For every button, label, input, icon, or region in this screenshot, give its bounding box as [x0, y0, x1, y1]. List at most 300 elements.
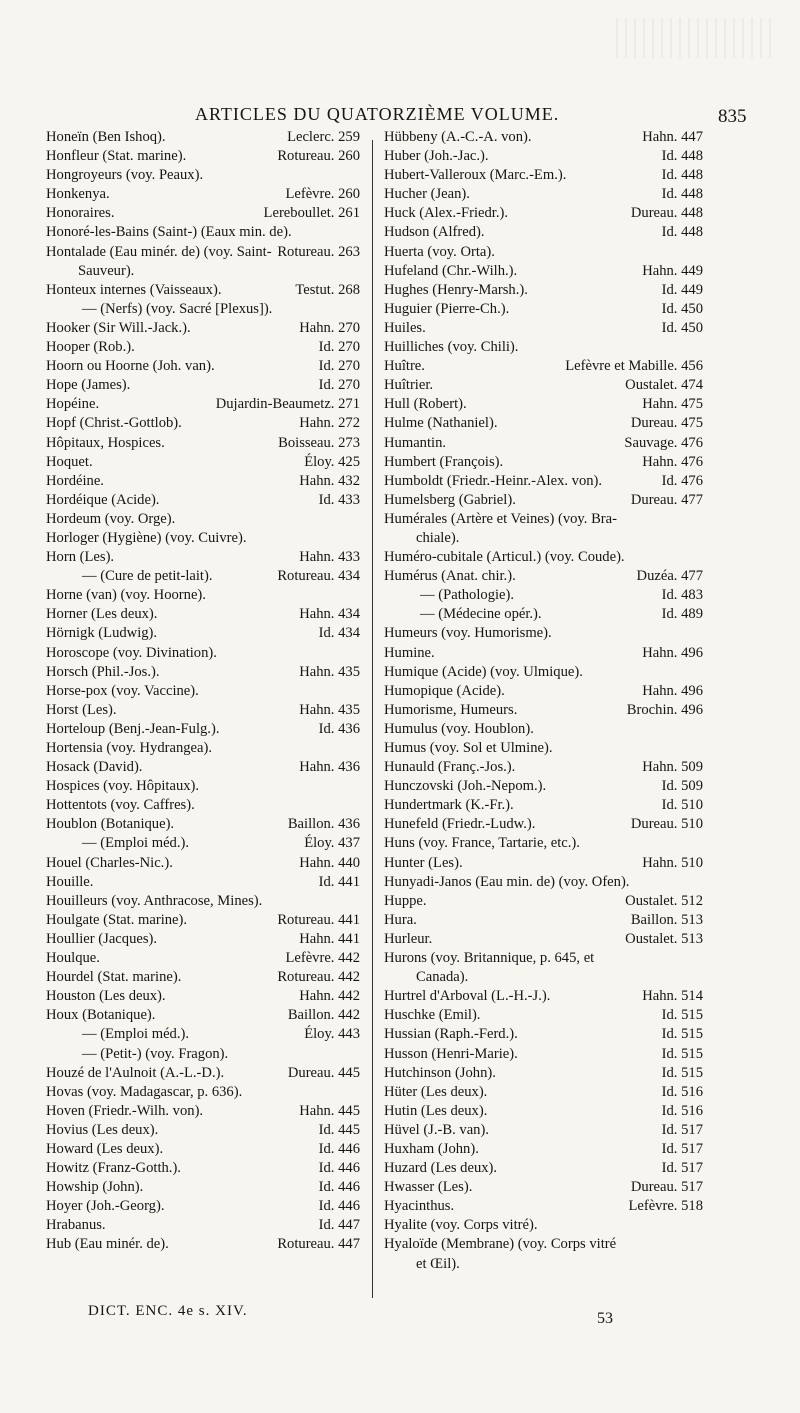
index-entry: [46, 968, 364, 987]
index-entry: [46, 319, 364, 338]
entry-title: Humopique (Acide).: [384, 682, 505, 699]
index-entry: [384, 491, 707, 510]
index-entry: [46, 376, 364, 395]
entry-reference: Id. 450: [661, 319, 703, 336]
index-entry: [384, 472, 707, 491]
entry-reference: Dujardin-Beaumetz. 271: [215, 396, 360, 413]
index-entry: [384, 395, 707, 414]
entry-reference: Dureau. 517: [630, 1179, 703, 1196]
entry-reference: Id. 433: [318, 491, 360, 508]
entry-title: Hoquet.: [46, 453, 93, 470]
index-entry: [384, 1197, 707, 1216]
entry-reference: Hahn. 434: [299, 606, 360, 623]
index-entry: [46, 510, 364, 529]
entry-title: Hunczovski (Joh.-Nepom.).: [384, 778, 547, 795]
index-entry: [384, 262, 707, 281]
entry-reference: Dureau. 477: [630, 491, 703, 508]
index-entry: [46, 567, 364, 586]
entry-reference: Hahn. 496: [642, 682, 703, 699]
entry-title: Houx (Botanique).: [46, 1007, 156, 1024]
entry-reference: Id. 270: [318, 358, 360, 375]
entry-title: Hospices (voy. Hôpitaux).: [46, 778, 200, 795]
entry-reference: Id. 445: [318, 1121, 360, 1138]
index-entry: [46, 987, 364, 1006]
entry-title: Humique (Acide) (voy. Ulmique).: [384, 663, 583, 680]
entry-title: Hughes (Henry-Marsh.).: [384, 281, 528, 298]
index-entry: [46, 911, 364, 930]
index-entry: [384, 567, 707, 586]
entry-reference: Id. 510: [661, 797, 703, 814]
entry-title: Hwasser (Les).: [384, 1179, 473, 1196]
entry-title: Huns (voy. France, Tartarie, etc.).: [384, 835, 580, 852]
index-entry: [384, 1083, 707, 1102]
entry-title: Honfleur (Stat. marine).: [46, 148, 187, 165]
index-entry: [384, 434, 707, 453]
entry-reference: Lefèvre. 518: [628, 1198, 703, 1215]
entry-title: Howship (John).: [46, 1179, 144, 1196]
index-entry: [46, 1102, 364, 1121]
entry-title: Hosack (David).: [46, 759, 143, 776]
index-entry: [384, 185, 707, 204]
index-entry: [46, 873, 364, 892]
index-entry: [384, 701, 707, 720]
index-entry: [384, 739, 707, 758]
index-entry: [384, 644, 707, 663]
index-entry: [384, 1235, 707, 1254]
entry-title: Huck (Alex.-Friedr.).: [384, 205, 509, 222]
entry-title: Houzé de l'Aulnoit (A.-L.-D.).: [46, 1064, 225, 1081]
entry-title: Huilliches (voy. Chili).: [384, 339, 519, 356]
index-entry: [384, 968, 707, 987]
entry-title: Honoraires.: [46, 205, 115, 222]
index-entry: [46, 834, 364, 853]
index-entry: [46, 644, 364, 663]
entry-reference: Rotureau. 442: [277, 969, 360, 986]
entry-reference: Id. 446: [318, 1140, 360, 1157]
index-entry: [46, 548, 364, 567]
entry-title: Hyaloïde (Membrane) (voy. Corps vitré: [384, 1236, 617, 1253]
entry-reference: Lereboullet. 261: [263, 205, 360, 222]
entry-title: Hope (James).: [46, 377, 131, 394]
entry-reference: Oustalet. 474: [625, 377, 703, 394]
entry-title: Hordéique (Acide).: [46, 491, 160, 508]
index-entry: [46, 529, 364, 548]
index-entry: [384, 548, 707, 567]
index-entry: [46, 1178, 364, 1197]
entry-reference: Id. 450: [661, 300, 703, 317]
entry-title: Humeurs (voy. Humorisme).: [384, 625, 552, 642]
entry-reference: Id. 517: [661, 1160, 703, 1177]
entry-title: Horse-pox (voy. Vaccine).: [46, 682, 199, 699]
entry-title: Hubert-Valleroux (Marc.-Em.).: [384, 167, 567, 184]
entry-title: Huguier (Pierre-Ch.).: [384, 300, 510, 317]
entry-title: Hunefeld (Friedr.-Ludw.).: [384, 816, 536, 833]
index-entry: [384, 1216, 707, 1235]
entry-title: Hontalade (Eau minér. de) (voy. Saint-: [46, 243, 272, 260]
index-entry: [46, 1159, 364, 1178]
entry-title: Hottentots (voy. Caffres).: [46, 797, 195, 814]
index-entry: [384, 300, 707, 319]
entry-title: Humbert (François).: [384, 453, 504, 470]
entry-title: Humérales (Artère et Veines) (voy. Bra-: [384, 510, 617, 527]
entry-title: Hunauld (Franç.-Jos.).: [384, 759, 516, 776]
entry-reference: Id. 515: [661, 1007, 703, 1024]
entry-reference: Lefèvre. 260: [285, 186, 360, 203]
index-entry: [46, 491, 364, 510]
entry-reference: Rotureau. 260: [277, 148, 360, 165]
page-title: ARTICLES DU QUATORZIÈME VOLUME.: [195, 104, 560, 124]
index-entry: [46, 682, 364, 701]
entry-reference: Id. 515: [661, 1026, 703, 1043]
entry-reference: Id. 441: [318, 873, 360, 890]
index-entry: [384, 796, 707, 815]
entry-reference: Leclerc. 259: [287, 129, 360, 145]
index-entry: [46, 395, 364, 414]
entry-reference: Éloy. 443: [304, 1026, 360, 1043]
index-entry: [46, 1121, 364, 1140]
index-entry: [384, 223, 707, 242]
index-entry: [46, 262, 364, 281]
entry-title: Hongroyeurs (voy. Peaux).: [46, 167, 204, 184]
entry-reference: Rotureau. 441: [277, 911, 360, 928]
entry-title: Hull (Robert).: [384, 396, 467, 413]
index-entry: [46, 605, 364, 624]
entry-title: Hyacinthus.: [384, 1198, 455, 1215]
index-entry: [46, 1197, 364, 1216]
entry-title: Humboldt (Friedr.-Heinr.-Alex. von).: [384, 472, 603, 489]
entry-title: Huître.: [384, 358, 425, 375]
entry-reference: Baillon. 442: [287, 1007, 360, 1024]
index-entry: [46, 147, 364, 166]
entry-reference: Rotureau. 447: [277, 1236, 360, 1253]
entry-reference: Id. 509: [661, 778, 703, 795]
index-entry: [46, 586, 364, 605]
entry-reference: Id. 516: [661, 1102, 703, 1119]
index-entry: [46, 949, 364, 968]
index-entry: [384, 1006, 707, 1025]
index-entry: [46, 892, 364, 911]
left-column: [46, 128, 364, 1255]
entry-title: Hussian (Raph.-Ferd.).: [384, 1026, 518, 1043]
index-entry: [384, 1102, 707, 1121]
entry-reference: Hahn. 496: [642, 644, 703, 661]
entry-reference: Hahn. 435: [299, 701, 360, 718]
entry-title: Hovas (voy. Madagascar, p. 636).: [46, 1083, 243, 1100]
entry-reference: Id. 449: [661, 281, 703, 298]
index-entry: [46, 185, 364, 204]
entry-title: — (Cure de petit-lait).: [82, 568, 213, 585]
entry-title: Hüter (Les deux).: [384, 1083, 488, 1100]
entry-title: Horoscope (voy. Divination).: [46, 644, 217, 661]
entry-reference: Lefèvre. 442: [285, 950, 360, 967]
entry-reference: Id. 515: [661, 1045, 703, 1062]
index-entry: [384, 1025, 707, 1044]
entry-title: Horner (Les deux).: [46, 606, 158, 623]
index-entry: [46, 128, 364, 147]
column-divider: [372, 140, 373, 1298]
index-entry: [384, 1159, 707, 1178]
entry-title: Hüvel (J.-B. van).: [384, 1121, 489, 1138]
index-entry: [384, 319, 707, 338]
index-entry: [384, 453, 707, 472]
index-entry: [384, 1178, 707, 1197]
entry-reference: Dureau. 510: [630, 816, 703, 833]
index-entry: [46, 1235, 364, 1254]
entry-title: chiale).: [416, 529, 460, 546]
index-entry: [384, 663, 707, 682]
entry-title: Husson (Henri-Marie).: [384, 1045, 518, 1062]
entry-reference: Id. 446: [318, 1160, 360, 1177]
entry-reference: Brochin. 496: [626, 701, 703, 718]
entry-reference: Hahn. 509: [642, 759, 703, 776]
entry-title: Howard (Les deux).: [46, 1140, 164, 1157]
index-entry: [46, 1025, 364, 1044]
right-column: [384, 128, 707, 1274]
entry-title: — (Emploi méd.).: [82, 1026, 190, 1043]
index-entry: [46, 815, 364, 834]
entry-reference: Id. 515: [661, 1064, 703, 1081]
entry-title: — (Nerfs) (voy. Sacré [Plexus]).: [82, 300, 273, 317]
entry-reference: Oustalet. 512: [625, 892, 703, 909]
index-entry: [384, 166, 707, 185]
entry-reference: Id. 489: [661, 606, 703, 623]
entry-reference: Oustalet. 513: [625, 930, 703, 947]
entry-title: Hordéine.: [46, 472, 104, 489]
index-entry: [46, 930, 364, 949]
entry-title: Hourdel (Stat. marine).: [46, 969, 182, 986]
entry-reference: Boisseau. 273: [278, 434, 360, 451]
entry-title: Sauveur).: [78, 262, 135, 279]
entry-title: Humine.: [384, 644, 435, 661]
index-entry: [46, 166, 364, 185]
index-entry: [384, 854, 707, 873]
entry-reference: Dureau. 445: [287, 1064, 360, 1081]
entry-reference: Hahn. 447: [642, 129, 703, 145]
entry-title: Hyalite (voy. Corps vitré).: [384, 1217, 538, 1234]
index-entry: [384, 758, 707, 777]
entry-title: Humantin.: [384, 434, 447, 451]
index-entry: [46, 204, 364, 223]
entry-title: Hub (Eau minér. de).: [46, 1236, 169, 1253]
entry-reference: Rotureau. 263: [277, 243, 360, 260]
page-number: 835: [718, 106, 747, 127]
entry-title: Houille.: [46, 873, 94, 890]
entry-title: Houblon (Botanique).: [46, 816, 175, 833]
index-entry: [384, 357, 707, 376]
entry-title: Howitz (Franz-Gotth.).: [46, 1160, 181, 1177]
entry-title: Hucher (Jean).: [384, 186, 470, 203]
entry-reference: Testut. 268: [295, 281, 360, 298]
index-entry: [46, 739, 364, 758]
entry-reference: Hahn. 514: [642, 988, 703, 1005]
entry-reference: Id. 446: [318, 1198, 360, 1215]
index-entry: [384, 605, 707, 624]
entry-title: Honteux internes (Vaisseaux).: [46, 281, 222, 298]
index-entry: [46, 243, 364, 262]
index-entry: [384, 777, 707, 796]
entry-reference: Id. 517: [661, 1140, 703, 1157]
entry-title: — (Emploi méd.).: [82, 835, 190, 852]
entry-title: Hoyer (Joh.-Georg).: [46, 1198, 165, 1215]
entry-title: Hübbeny (A.-C.-A. von).: [384, 129, 532, 145]
entry-title: Huschke (Emil).: [384, 1007, 481, 1024]
index-entry: [46, 414, 364, 433]
entry-title: Huxham (John).: [384, 1140, 479, 1157]
index-entry: [384, 834, 707, 853]
entry-reference: Hahn. 449: [642, 262, 703, 279]
entry-title: Hopéine.: [46, 396, 100, 413]
entry-reference: Id. 448: [661, 148, 703, 165]
index-entry: [46, 701, 364, 720]
entry-title: Hurleur.: [384, 930, 433, 947]
entry-title: Humulus (voy. Houblon).: [384, 720, 534, 737]
entry-title: Horn (Les).: [46, 549, 115, 566]
index-entry: [384, 720, 707, 739]
entry-title: Hurons (voy. Britannique, p. 645, et: [384, 950, 595, 967]
entry-reference: Dureau. 475: [630, 415, 703, 432]
entry-reference: Id. 446: [318, 1179, 360, 1196]
index-entry: [384, 147, 707, 166]
entry-title: Honoré-les-Bains (Saint-) (Eaux min. de).: [46, 224, 292, 241]
entry-title: Hoven (Friedr.-Wilh. von).: [46, 1102, 204, 1119]
entry-reference: Id. 270: [318, 339, 360, 356]
entry-title: Horst (Les).: [46, 701, 117, 718]
entry-title: Horsch (Phil.-Jos.).: [46, 663, 160, 680]
entry-title: Horteloup (Benj.-Jean-Fulg.).: [46, 720, 220, 737]
entry-title: et Œil).: [416, 1255, 460, 1272]
entry-title: Houlgate (Stat. marine).: [46, 911, 188, 928]
entry-title: Hurtrel d'Arboval (L.-H.-J.).: [384, 988, 551, 1005]
entry-reference: Sauvage. 476: [624, 434, 703, 451]
entry-title: Huîtrier.: [384, 377, 434, 394]
index-entry: [46, 357, 364, 376]
entry-reference: Id. 447: [318, 1217, 360, 1234]
index-entry: [384, 815, 707, 834]
entry-reference: Hahn. 475: [642, 396, 703, 413]
entry-reference: Hahn. 440: [299, 854, 360, 871]
entry-title: Hutchinson (John).: [384, 1064, 496, 1081]
entry-reference: Id. 436: [318, 720, 360, 737]
entry-title: Houston (Les deux).: [46, 988, 166, 1005]
entry-reference: Hahn. 436: [299, 759, 360, 776]
entry-title: Humelsberg (Gabriel).: [384, 491, 516, 508]
entry-title: Hortensia (voy. Hydrangea).: [46, 740, 213, 756]
entry-reference: Éloy. 437: [304, 835, 360, 852]
entry-reference: Id. 483: [661, 587, 703, 604]
entry-reference: Id. 476: [661, 472, 703, 489]
entry-title: Honeïn (Ben Ishoq).: [46, 129, 166, 145]
index-entry: [384, 586, 707, 605]
entry-reference: Id. 448: [661, 224, 703, 241]
entry-title: Houel (Charles-Nic.).: [46, 854, 173, 871]
index-entry: [384, 281, 707, 300]
entry-title: — (Médecine opér.).: [420, 606, 542, 623]
index-entry: [384, 243, 707, 262]
entry-reference: Hahn. 510: [642, 854, 703, 871]
entry-title: Hoorn ou Hoorne (Joh. van).: [46, 358, 215, 375]
entry-title: Hovius (Les deux).: [46, 1121, 159, 1138]
entry-title: Humérus (Anat. chir.).: [384, 568, 516, 585]
entry-title: Hundertmark (K.-Fr.).: [384, 797, 514, 814]
index-entry: [46, 434, 364, 453]
entry-title: Honkenya.: [46, 186, 110, 203]
index-entry: [384, 529, 707, 548]
index-entry: [46, 1064, 364, 1083]
entry-title: Houllier (Jacques).: [46, 930, 158, 947]
index-entry: [384, 873, 707, 892]
entry-title: Humorisme, Humeurs.: [384, 701, 518, 718]
entry-title: Hooker (Sir Will.-Jack.).: [46, 319, 191, 336]
entry-reference: Duzéa. 477: [636, 568, 703, 585]
index-entry: [46, 663, 364, 682]
index-entry: [384, 1121, 707, 1140]
entry-title: Huppe.: [384, 892, 427, 909]
index-entry: [384, 376, 707, 395]
entry-title: Houlque.: [46, 950, 100, 967]
entry-reference: Baillon. 513: [630, 911, 703, 928]
entry-reference: Hahn. 445: [299, 1102, 360, 1119]
entry-title: Hopf (Christ.-Gottlob).: [46, 415, 182, 432]
index-entry: [384, 1140, 707, 1159]
entry-title: Huerta (voy. Orta).: [384, 243, 495, 260]
index-entry: [46, 453, 364, 472]
index-entry: [46, 796, 364, 815]
index-entry: [46, 223, 364, 242]
index-entry: [384, 204, 707, 223]
entry-title: Humus (voy. Sol et Ulmine).: [384, 740, 553, 756]
index-entry: [46, 777, 364, 796]
entry-title: Hordeum (voy. Orge).: [46, 510, 176, 527]
entry-reference: Dureau. 448: [630, 205, 703, 222]
entry-reference: Hahn. 435: [299, 663, 360, 680]
entry-title: Hôpitaux, Hospices.: [46, 434, 165, 451]
entry-title: Huber (Joh.-Jac.).: [384, 148, 489, 165]
footer-signature: DICT. ENC. 4e s. XIV.: [88, 1303, 248, 1319]
entry-title: Hooper (Rob.).: [46, 339, 135, 356]
index-entry: [384, 414, 707, 433]
entry-reference: Éloy. 425: [304, 453, 360, 470]
index-entry: [384, 987, 707, 1006]
index-entry: [46, 854, 364, 873]
index-entry: [384, 1045, 707, 1064]
entry-reference: Id. 270: [318, 377, 360, 394]
entry-reference: Hahn. 442: [299, 988, 360, 1005]
entry-reference: Id. 517: [661, 1121, 703, 1138]
entry-reference: Hahn. 441: [299, 930, 360, 947]
index-entry: [46, 1216, 364, 1235]
entry-reference: Hahn. 476: [642, 453, 703, 470]
entry-title: Houilleurs (voy. Anthracose, Mines).: [46, 892, 263, 909]
entry-reference: Hahn. 270: [299, 319, 360, 336]
index-entry: [46, 472, 364, 491]
index-entry: [384, 1064, 707, 1083]
entry-title: Huzard (Les deux).: [384, 1160, 498, 1177]
entry-reference: Id. 448: [661, 186, 703, 203]
entry-reference: Hahn. 432: [299, 472, 360, 489]
index-entry: [46, 758, 364, 777]
index-entry: [46, 624, 364, 643]
entry-title: Hörnigk (Ludwig).: [46, 625, 158, 642]
entry-title: Hulme (Nathaniel).: [384, 415, 498, 432]
entry-title: — (Petit-) (voy. Fragon).: [82, 1045, 229, 1062]
footer-sheet-number: 53: [597, 1310, 613, 1327]
entry-title: Huméro-cubitale (Articul.) (voy. Coude).: [384, 549, 625, 566]
entry-reference: Hahn. 433: [299, 549, 360, 566]
index-entry: [46, 1083, 364, 1102]
entry-title: Hunter (Les).: [384, 854, 463, 871]
index-entry: [384, 682, 707, 701]
entry-title: Hudson (Alfred).: [384, 224, 485, 241]
